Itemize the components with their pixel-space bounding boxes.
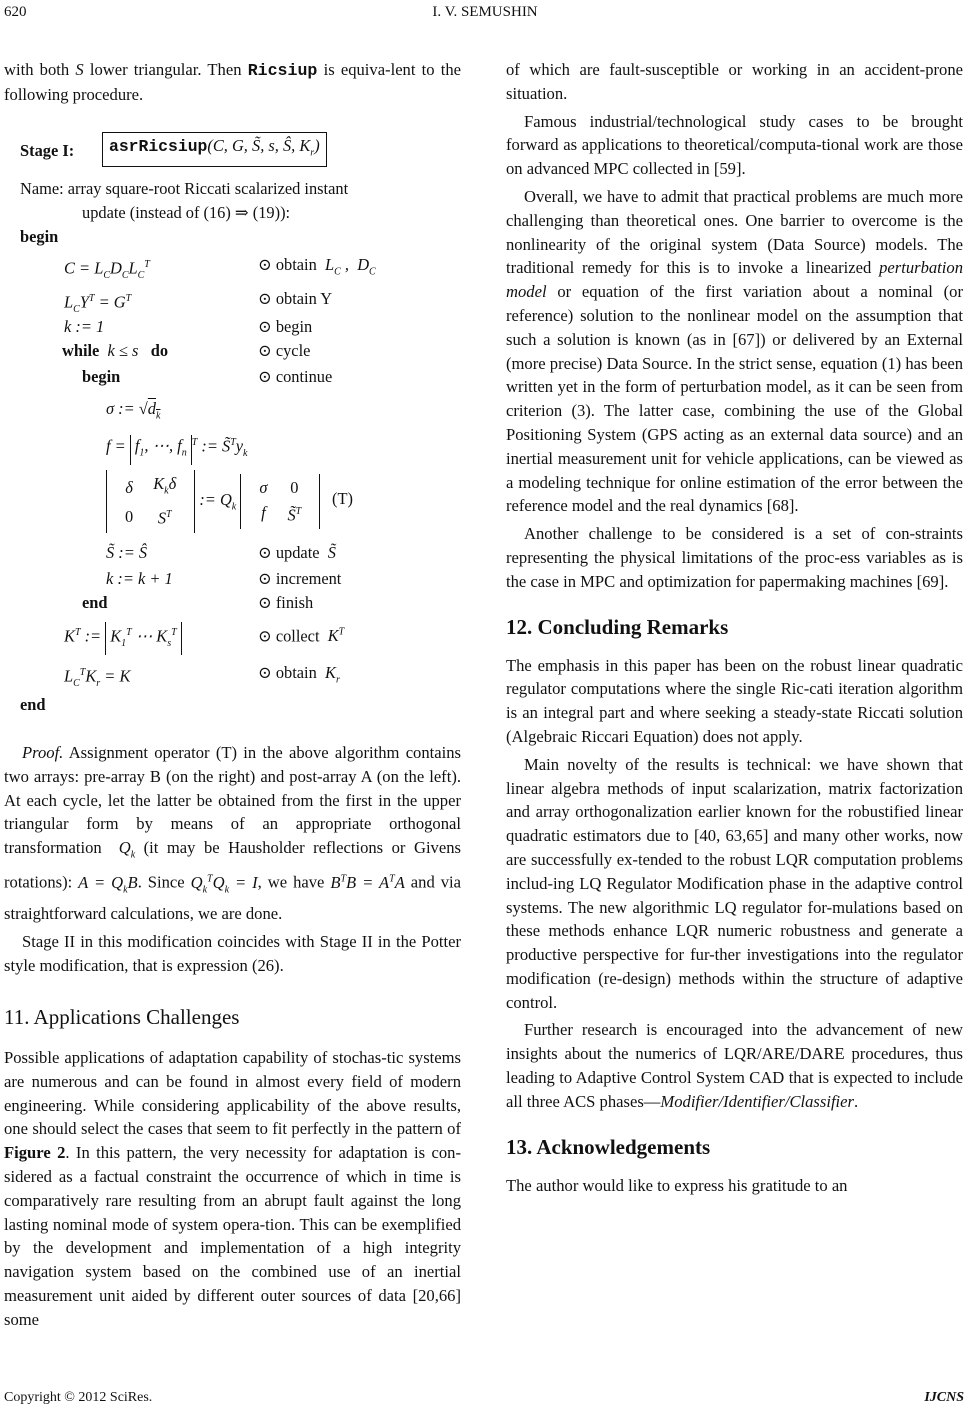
eq-obtain-kr: $L_C^TK_r = K$ bbox=[64, 666, 131, 689]
cmt-obtain-y: ⊙ obtain Y bbox=[258, 289, 333, 308]
cmt-finish: ⊙ finish bbox=[258, 593, 314, 612]
cmt-obtain-ld: ⊙ obtain $L_C$ , $D_C$ bbox=[258, 255, 376, 278]
eq-collect: $K^T$ := $K_1^T$ ⋯ $K_s^T$ bbox=[64, 622, 182, 655]
running-head-author: I. V. SEMUSHIN bbox=[432, 4, 538, 20]
stage-signature: asrRicsiup(C, G, S̃, s, Ŝ, $K_r$) bbox=[102, 132, 327, 167]
name-line-2: update (instead of (16) ⇒ (19)): bbox=[82, 203, 291, 222]
kw-inner-begin: begin bbox=[82, 367, 121, 386]
section-12-title: 12. Concluding Remarks bbox=[506, 614, 729, 639]
right-p6: Main novelty of the results is technical: we have shown that linear algebra methods of input scalarization, matrix factorization and array orthogonalization earlier known for the robustified linear quadratic estimators due to [40, 63,65] and many other works, now are successfully ex-tended to the robust LQR computation problems includ-ing LQ Regulator Modification phase in the adaptive control systems. The new algorithmic LQ regulator for-mulations based on these methods enhance LQR numeric robustness and generate a productive perspective for fur-ther investigations into the regulator modification (re-design) methods within the structure of adaptive control. bbox=[506, 754, 963, 1012]
cmt-increment: ⊙ increment bbox=[258, 569, 342, 588]
eq-f: $f = f_1$, ⋯, $f_n^T$ := $S̃^Ty_k$ bbox=[106, 432, 248, 465]
right-p1: of which are fault-susceptible or working in an accident-prone situation. bbox=[506, 60, 963, 103]
eq-sigma: σ := $√d_k$ bbox=[106, 399, 161, 422]
algorithm-block bbox=[20, 132, 460, 722]
section-11: 11. Applications Challenges Possible applications of adaptation capability of stochas-tic systems are numerous and can be found in almost every field of modern engineering. While considering applicability of the above results, one should select the cases that seem to fit perfectly in the pattern of Figure 2. In this pattern, the very necessity for adaptation is con-sidered as a factual constraint the occurrence of which in time is comparatively rare resulting from an abrupt fault against the long lasting nominal mode of system opera-tion. This can be exemplified by the development and implementation of a high integrity navigation system based on the combined use of an inertial measurement unit aided by different outer sources of data [20,66] some bbox=[4, 1005, 461, 1329]
cmt-cycle: ⊙ cycle bbox=[258, 341, 311, 360]
right-column bbox=[506, 58, 963, 1197]
cmt-collect: ⊙ collect $K^T$ bbox=[258, 626, 345, 646]
footer-journal: IJCNS bbox=[924, 1390, 964, 1405]
proof-paragraph: Proof. Assignment operator (T) in the above algorithm contains two arrays: pre-array B (on the right) and post-array A (on the left). At each cycle, let the latter be obtained from the first in the upper triangular form by means of an appropriate orthogonal transformation $Q_k$ (it may be Hausholder reflections or Givens rotations): $A = Q_kB$. Since $Q_k^TQ_k = I$, we have $B^TB = A^TA$ and via straightforward calculations, we are done. Stage II in this modification coincides with Stage II in the Potter style modification, that is expression (26). bbox=[4, 741, 461, 977]
right-p8: The author would like to express his gratitude to an bbox=[506, 1175, 848, 1195]
while-line: while k ≤ s do bbox=[62, 341, 169, 360]
stage-label: Stage I: bbox=[20, 141, 75, 160]
eq-ldl: $C = L_CD_CL_C^T$ bbox=[64, 258, 150, 281]
eq-ly: $L_CY^T = G^T$ bbox=[64, 292, 132, 315]
right-p4: Another challenge to be considered is a set of con-straints representing the physical limitations of the proc-ess variables as is the case in MPC and optimization for papermaking machines [69]. bbox=[506, 524, 963, 591]
right-p5: The emphasis in this paper has been on the robust linear quadratic regulator computations where the single Ric-cati iteration algorithm is an integral part and where seeking a steady-state Riccati solution (Algebraic Riccari Equation) does not apply. bbox=[506, 655, 963, 746]
eq-increment: k := k + 1 bbox=[106, 569, 173, 588]
eq-k1: k := 1 bbox=[64, 317, 105, 336]
eq-update: S̃ := Ŝ bbox=[106, 543, 148, 562]
cmt-update: ⊙ update S̃ bbox=[258, 543, 336, 562]
kw-inner-end: end bbox=[82, 593, 108, 612]
right-p7: Further research is encouraged into the advancement of new insights about the numerics of LQR/ARE/DARE procedures, thus leading to Adaptive Control System CAD that is expected to include all three ACS phases—Modifier/Identifier/Classifier. bbox=[506, 1020, 963, 1111]
kw-end: end bbox=[20, 695, 46, 714]
left-intro: with both S lower triangular. Then Ricsiup is equiva-lent to the following procedure. bbox=[4, 60, 461, 104]
section-13-title: 13. Acknowledgements bbox=[506, 1134, 711, 1159]
cmt-continue: ⊙ continue bbox=[258, 367, 333, 386]
stage2-paragraph: Stage II in this modification coincides with Stage II in the Potter style modification, that is expression (26). bbox=[4, 931, 461, 975]
right-p2: Famous industrial/technological study cases to be brought forward as applications to theoretical/computa-tional work are those on advanced MPC collected in [59]. bbox=[506, 111, 963, 179]
eq-array-T: δ $K_k\delta$ 0 $S^T$ := $Q_k$ σ 0 f S̃$^T$ bbox=[106, 470, 320, 533]
kw-begin: begin bbox=[20, 227, 59, 246]
footer-copyright: Copyright © 2012 SciRes. bbox=[4, 1390, 153, 1405]
name-line-1: Name: array square-root Riccati scalarized instant bbox=[20, 179, 349, 198]
page-number: 620 bbox=[4, 4, 27, 20]
label-T: (T) bbox=[332, 489, 353, 508]
section-11-title: 11. Applications Challenges bbox=[4, 1005, 240, 1029]
right-p3: Overall, we have to admit that practical problems are much more challenging than theoretical ones. One barrier to overcome is the nonlinearity of the original system (Data Source) models. The traditional remedy for this is to invoke a linearized perturbation model or equation of the first variation about a nominal (or reference) solution to the nonlinear model on the assumption that such a solution is known (as in [67]) or delivered by an External (more precise) Data Source. In the strict sense, equation (1) has been written yet in the form of perturbation model, as it can be seen from criterion (3). The latter case, combining the use of the Global Positioning System (GPS acting as an external data source) and an inertial measurement unit for vehicle applications, can be viewed as a modeling technique for online estimation of the error between the reference model and the real dynamics [68]. bbox=[506, 186, 963, 516]
cmt-begin: ⊙ begin bbox=[258, 317, 313, 336]
cmt-obtain-kr: ⊙ obtain $K_r$ bbox=[258, 663, 340, 686]
